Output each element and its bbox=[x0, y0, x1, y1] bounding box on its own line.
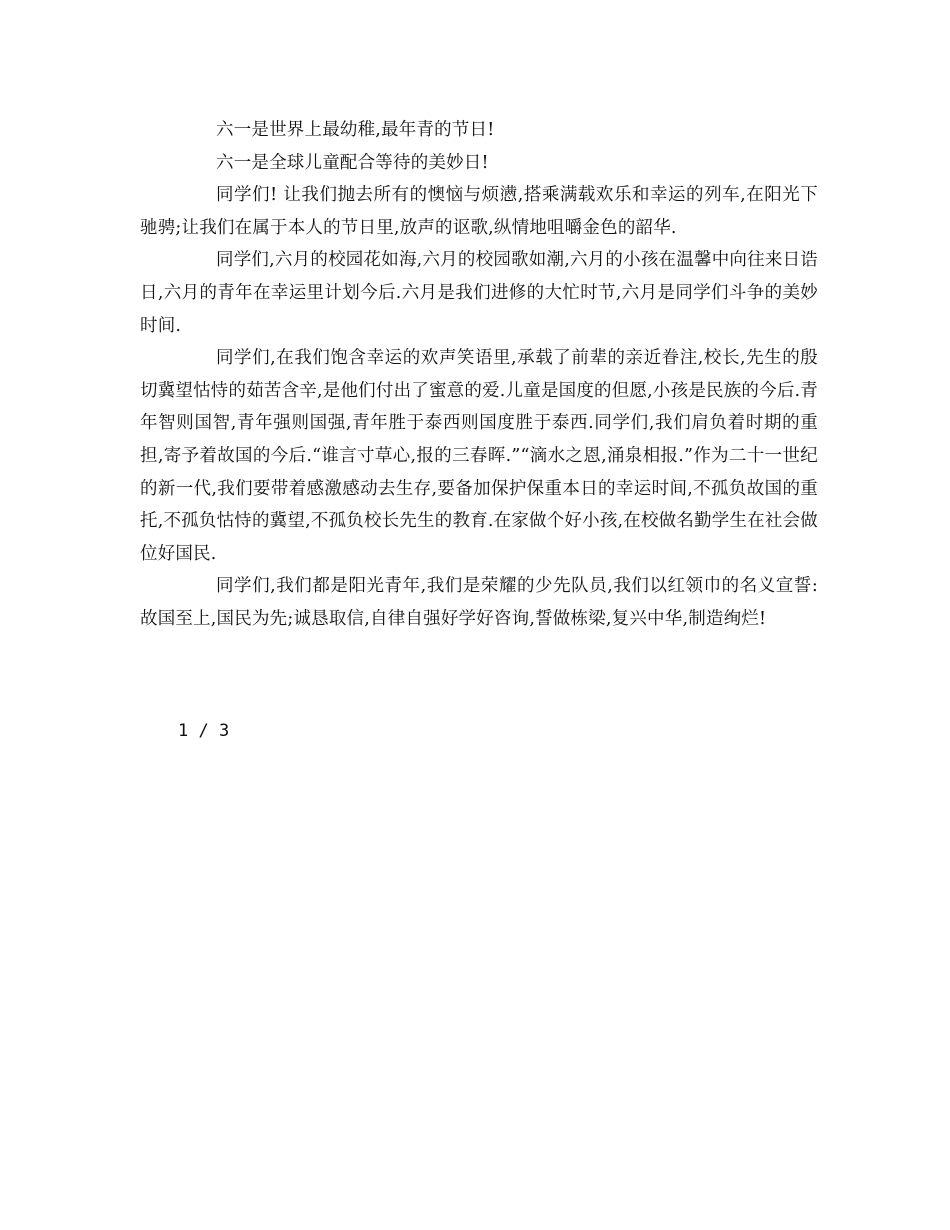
paragraph-2: 六一是全球儿童配合等待的美妙日! bbox=[216, 152, 489, 173]
paragraph-4: 同学们,六月的校园花如海,六月的校园歌如潮,六月的小孩在温馨中向往来日诰日,六月的青年在幸运里计划今后.六月是我们进修的大忙时节,六月是同学们斗争的美妙时间. bbox=[140, 250, 818, 336]
paragraph-6: 同学们,我们都是阳光青年,我们是荣耀的少先队员,我们以红领巾的名义宣誓:故国至上,国民为先;诚恳取信,自律自强好学好咨询,誓做栋梁,复兴中华,制造绚烂! bbox=[140, 576, 818, 629]
paragraph-5: 同学们,在我们饱含幸运的欢声笑语里,承载了前辈的亲近眷注,校长,先生的殷切冀望怙恃的茹苦含辛,是他们付出了蜜意的爱.儿童是国度的但愿,小孩是民族的今后.青年智则国智,青年强则国强,青年胜于泰西则国度胜于泰西.同学们,我们肩负着时期的重担,寄予着故国的今后.“谁言寸草心,报的三春晖.”“滴水之恩,涌泉相报.”作为二十一世纪的新一代,我们要带着感激感动去生存,要备加保护保重本日的幸运时间,不孤负故国的重托,不孤负怙恃的冀望,不孤负校长先生的教育.在家做个好小孩,在校做名勤学生在社会做位好国民. bbox=[140, 348, 818, 564]
paragraph-1: 六一是世界上最幼稚,最年青的节日! bbox=[216, 120, 495, 140]
page-number: 1 / 3 bbox=[178, 721, 230, 741]
document-body bbox=[140, 114, 818, 636]
paragraph-3: 同学们! 让我们抛去所有的懊恼与烦懑,搭乘满载欢乐和幸运的列车,在阳光下驰骋;让我们在属于本人的节日里,放声的讴歌,纵情地咀嚼金色的韶华. bbox=[140, 185, 818, 238]
